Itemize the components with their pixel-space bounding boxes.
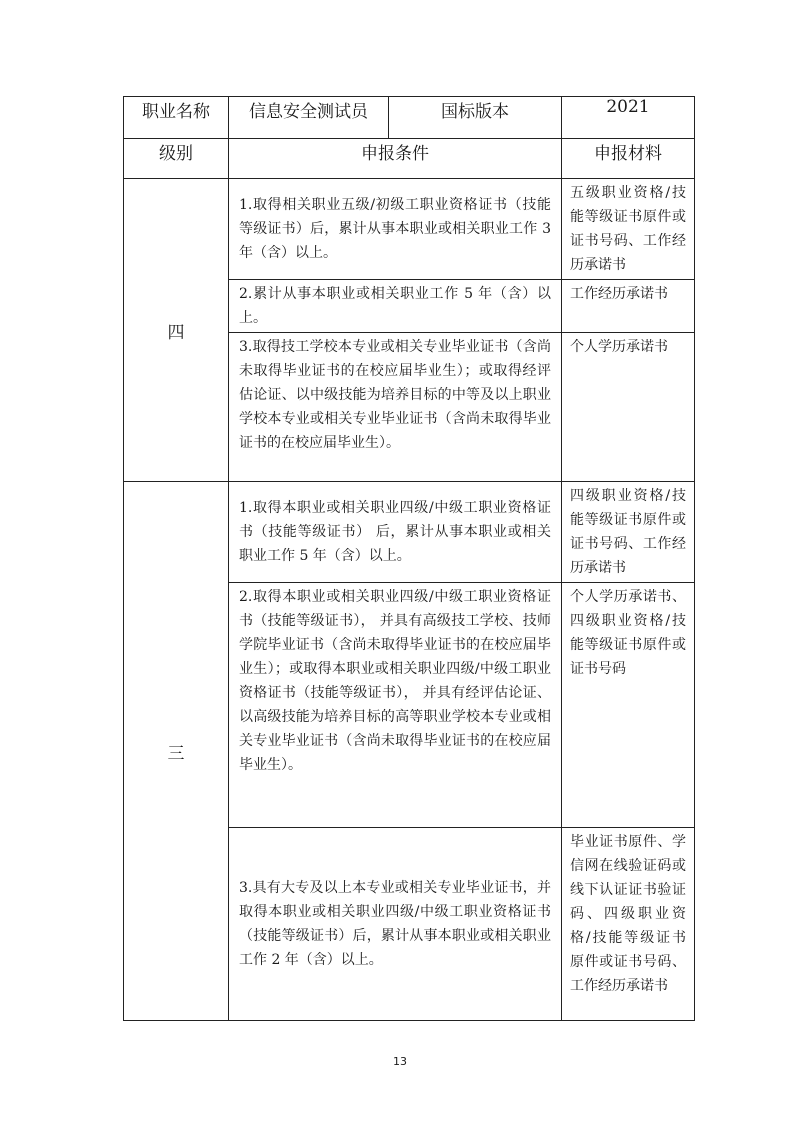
materials-column-header: 申报材料 [562,139,695,179]
condition-cell: 3.取得技工学校本专业或相关专业毕业证书（含尚未取得毕业证书的在校应届毕业生）；或取得经评估论证、以中级技能为培养目标的中等及以上职业学校本专业或相关专业毕业证书（含尚未取得毕业证书的在校应届毕业生）。 [229,333,562,482]
requirements-table [123,96,695,1021]
material-cell: 五级职业资格/技能等级证书原件或证书号码、工作经历承诺书 [562,179,695,280]
level-cell-3: 三 [124,482,229,1021]
header-row [124,97,695,139]
occupation-name-value: 信息安全测试员 [229,97,389,139]
condition-cell: 2.取得本职业或相关职业四级/中级工职业资格证书（技能等级证书）， 并具有高级技工学校、技师学院毕业证书（含尚未取得毕业证书的在校应届毕 业生）；或取得本职业或相关职业四级/中级工职业资格证书（技能等级证书）， 并具有经评估论证、以高级技能为培养目标的高等职业学校本专业或相关专业毕业证书（含尚未取得毕业证书的在校应届毕业生）。 [229,583,562,828]
condition-cell: 1.取得相关职业五级/初级工职业资格证书（技能等级证书）后，累计从事本职业或相关职业工作 3 年（含）以上。 [229,179,562,280]
condition-cell: 1.取得本职业或相关职业四级/中级工职业资格证书（技能等级证书） 后，累计从事本职业或相关职业工作 5 年（含）以上。 [229,482,562,583]
table-row [124,179,695,280]
material-cell: 工作经历承诺书 [562,280,695,333]
material-cell: 四级职业资格/技能等级证书原件或证书号码、工作经历承诺书 [562,482,695,583]
page-number: 13 [393,1055,407,1068]
condition-cell: 2.累计从事本职业或相关职业工作 5 年（含）以上。 [229,280,562,333]
conditions-column-header: 申报条件 [229,139,562,179]
material-cell: 个人学历承诺书、四级职业资格/技能等级证书原件或证书号码 [562,583,695,828]
condition-cell: 3.具有大专及以上本专业或相关专业毕业证书，并取得本职业或相关职业四级/中级工职业资格证书（技能等级证书）后，累计从事本职业或相关职业工作 2 年（含）以上。 [229,828,562,1021]
occupation-name-label: 职业名称 [124,97,229,139]
material-cell: 个人学历承诺书 [562,333,695,482]
column-header-row [124,139,695,179]
version-year: 2021 [562,97,695,139]
table-row [124,482,695,583]
version-label: 国标版本 [389,97,562,139]
level-cell-4: 四 [124,179,229,482]
level-column-header: 级别 [124,139,229,179]
material-cell: 毕业证书原件、学信网在线验证码或线下认证证书验证码、四级职业资格/技能等级证书原件或证书号码、工作经历承诺书 [562,828,695,1021]
